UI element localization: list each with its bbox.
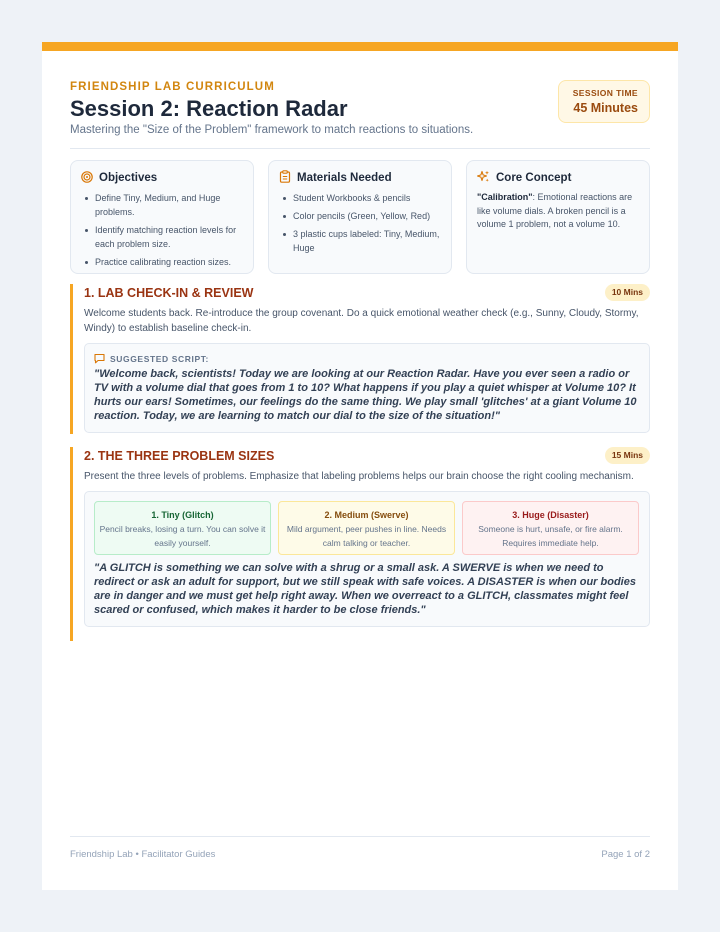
section-title: 1. LAB CHECK-IN & REVIEW xyxy=(84,286,254,300)
guide-page xyxy=(42,42,678,890)
footer-divider xyxy=(70,836,650,837)
suggested-script-box xyxy=(84,343,650,433)
level-title: 3. Huge (Disaster) xyxy=(512,510,589,520)
objectives-list xyxy=(81,191,243,269)
page-subtitle: Mastering the "Size of the Problem" framework to match reactions to situations. xyxy=(70,124,474,136)
core-concept-title: Core Concept xyxy=(496,172,572,184)
page-title: Session 2: Reaction Radar xyxy=(70,96,348,121)
list-item: Define Tiny, Medium, and Huge problems. xyxy=(95,191,243,219)
core-concept-card xyxy=(466,160,650,274)
materials-list xyxy=(279,191,441,255)
target-icon xyxy=(81,171,93,186)
level-medium-card xyxy=(278,501,455,555)
duration-badge: 10 Mins xyxy=(605,284,650,301)
level-description: Someone is hurt, unsafe, or fire alarm. Requires immediate help. xyxy=(478,524,623,548)
script-quote: "Welcome back, scientists! Today we are looking at our Reaction Radar. Have you ever seen a radio or TV with a volume dial that goes from 1 to 10? What happens if you play a quiet whisper at Volume 10? It hurts our ears! Sometimes, our feelings do the same thing. We play small 'glitches' at a giant Volume 10 reaction. Today, we are learning to match our dial to the size of the situation!" xyxy=(94,368,637,422)
level-description: Mild argument, peer pushes in line. Needs calm talking or teacher. xyxy=(286,524,447,548)
sparkles-icon xyxy=(477,170,490,186)
concept-term: "Calibration" xyxy=(477,192,533,202)
section-description: Welcome students back. Re-introduce the group covenant. Do a quick emotional weather check (e.g., Sunny, Cloudy, Stormy, Windy) to establish baseline check-in. xyxy=(84,308,639,334)
materials-card xyxy=(268,160,452,274)
duration-badge: 15 Mins xyxy=(605,447,650,464)
script-label: SUGGESTED SCRIPT: xyxy=(110,354,209,364)
section-description: Present the three levels of problems. Emphasize that labeling problems helps our brain choose the right cooling mechanism. xyxy=(84,471,634,482)
objectives-card xyxy=(70,160,254,274)
section-check-in xyxy=(70,284,650,434)
level-description: Pencil breaks, losing a turn. You can solve it easily yourself. xyxy=(99,524,266,548)
accent-bar xyxy=(42,42,678,51)
header-divider xyxy=(70,148,650,149)
page-number: Page 1 of 2 xyxy=(601,849,650,860)
level-title: 2. Medium (Swerve) xyxy=(324,510,409,520)
level-huge-card xyxy=(462,501,639,555)
objectives-title: Objectives xyxy=(99,172,158,184)
concept-definition: : Emotional reactions are like volume dials. A broken pencil is a volume 1 problem, not a volume 10. xyxy=(477,192,633,229)
section-title: 2. THE THREE PROBLEM SIZES xyxy=(84,449,275,463)
list-item: Color pencils (Green, Yellow, Red) xyxy=(293,209,441,223)
problem-sizes-box xyxy=(84,491,650,627)
session-time-label: SESSION TIME xyxy=(572,88,638,98)
level-title: 1. Tiny (Glitch) xyxy=(151,510,214,520)
curriculum-eyebrow: FRIENDSHIP LAB CURRICULUM xyxy=(70,81,275,93)
section-problem-sizes xyxy=(70,447,650,641)
session-time-value: 45 Minutes xyxy=(573,101,638,115)
list-item: Practice calibrating reaction sizes. xyxy=(95,255,243,269)
materials-title: Materials Needed xyxy=(297,172,392,184)
footer-source: Friendship Lab • Facilitator Guides xyxy=(70,849,216,860)
levels-quote: "A GLITCH is something we can solve with a shrug or a small ask. A SWERVE is when we need to redirect or ask an adult for support, but we still speak with safe voices. A DISASTER is when our bodies are in danger and we must get help right away. When we overreact to a GLITCH, classmates might feel scared or confused, which makes it harder to be close friends." xyxy=(94,562,636,616)
list-item: Student Workbooks & pencils xyxy=(293,191,441,205)
speech-bubble-icon xyxy=(94,353,105,366)
list-item: 3 plastic cups labeled: Tiny, Medium, Huge xyxy=(293,229,440,253)
list-item: Identify matching reaction levels for each problem size. xyxy=(95,223,243,251)
core-concept-text xyxy=(477,191,639,232)
clipboard-icon xyxy=(279,170,291,186)
problem-levels xyxy=(94,501,639,555)
session-time-badge xyxy=(558,80,650,123)
level-tiny-card xyxy=(94,501,271,555)
